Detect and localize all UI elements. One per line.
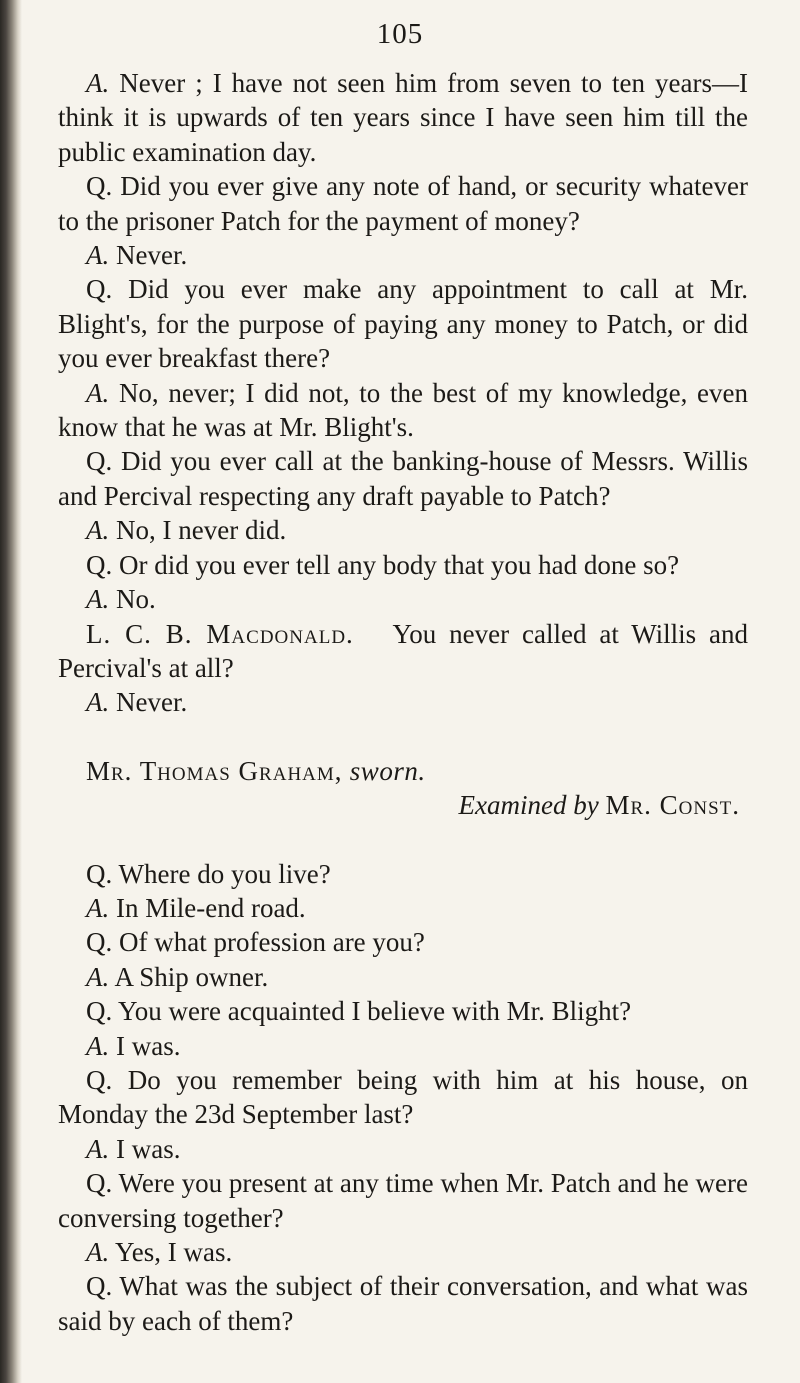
speaker-label: Q. (86, 171, 113, 202)
examination-paragraph (58, 857, 748, 891)
paragraph-text: No, I never did. (116, 515, 287, 546)
sworn-label: sworn. (349, 755, 426, 786)
paragraph-text: Were you present at any time when Mr. Patch and he were conversing together? (58, 1168, 748, 1233)
speaker-label: A. (86, 240, 110, 271)
examination-paragraph (58, 925, 748, 959)
paragraph-text: I was. (116, 1030, 181, 1061)
testimony-paragraph (58, 238, 748, 272)
paragraph-text: No. (116, 584, 156, 615)
testimony-paragraph (58, 513, 748, 547)
examination-paragraph (58, 960, 748, 994)
speaker-label: A. (86, 584, 110, 615)
witness-name: Mr. Thomas Graham, (86, 755, 343, 786)
speaker-label: Q. (86, 1168, 113, 1199)
witness-heading (58, 754, 748, 788)
examiner-name: Mr. Const. (605, 790, 740, 821)
section-gap (58, 823, 748, 857)
speaker-label: Q. (86, 996, 113, 1027)
examination-paragraph (58, 1029, 748, 1063)
speaker-label: A. (86, 892, 110, 923)
paragraph-text: Never. (116, 687, 188, 718)
paragraph-text: Do you remember being with him at his house, on Monday the 23d September last? (58, 1064, 748, 1130)
examination-paragraph (58, 1132, 748, 1166)
speaker-label: Q. (86, 927, 113, 958)
speaker-label: Q. (86, 1064, 113, 1095)
paragraph-text: Of what profession are you? (119, 927, 425, 958)
speaker-label: A. (86, 68, 110, 98)
speaker-label: Q. (86, 446, 113, 477)
paragraph-text: No, never; I did not, to the best of my knowledge, even know that he was at Mr. Blight's. (58, 377, 748, 443)
speaker-label: Q. (86, 1271, 113, 1302)
speaker-label: A. (86, 377, 110, 408)
paragraph-text: Did you ever make any appointment to call at Mr. Blight's, for the purpose of paying any money to Patch, or did you ever breakfast there? (58, 274, 749, 374)
speaker-label: A. (86, 961, 110, 992)
paragraph-text: Or did you ever tell any body that you had done so? (119, 549, 680, 580)
examination-paragraph (58, 1269, 748, 1338)
testimony-paragraph (58, 376, 748, 445)
speaker-label: A. (86, 1237, 110, 1267)
section-gap (58, 720, 748, 754)
paragraph-text: In Mile-end road. (116, 892, 306, 923)
testimony-text (58, 66, 748, 1338)
speaker-label: A. (86, 1030, 110, 1061)
page-number: 105 (376, 18, 424, 50)
examination-paragraph (58, 891, 748, 925)
paragraph-text: A Ship owner. (114, 961, 269, 992)
page-binding-edge (0, 0, 22, 1383)
testimony-paragraph (58, 272, 748, 375)
judge-interjection (58, 617, 748, 686)
testimony-paragraph (58, 548, 748, 582)
examination-paragraph (58, 1166, 748, 1235)
examined-by-label: Examined by (458, 790, 599, 821)
judge-speaker-label: L. C. B. Macdonald. (86, 618, 354, 649)
paragraph-text: What was the subject of their conversation, and what was said by each of them? (58, 1271, 748, 1336)
speaker-label: Q. (86, 549, 113, 580)
speaker-label: Q. (86, 858, 113, 889)
paragraph-text: Never. (116, 240, 188, 271)
paragraph-text: Did you ever call at the banking-house of Messrs. Willis and Percival respecting any draft payable to Patch? (58, 446, 749, 511)
testimony-paragraph (58, 444, 748, 513)
interjection-text: You never called at Willis and Percival's at all? (58, 618, 749, 683)
paragraph-text: Yes, I was. (115, 1237, 233, 1267)
speaker-label: A. (86, 1133, 110, 1164)
speaker-label: A. (86, 515, 110, 546)
paragraph-text: Did you ever give any note of hand, or security whatever to the prisoner Patch for the payment of money? (58, 171, 749, 236)
examination-paragraph (58, 1235, 748, 1269)
examined-by-line (58, 788, 748, 822)
examination-paragraph (58, 994, 748, 1028)
paragraph-text: I was. (116, 1133, 181, 1164)
paragraph-text: You were acquainted I believe with Mr. Blight? (118, 996, 632, 1027)
speaker-label: Q. (86, 274, 113, 305)
testimony-paragraph (58, 66, 748, 169)
examination-paragraph (58, 1063, 748, 1132)
testimony-paragraph (58, 169, 748, 238)
paragraph-text: Never ; I have not seen him from seven to ten years—I think it is upwards of ten years since I have seen him till the public examination day. (58, 68, 748, 167)
paragraph-text: Where do you live? (118, 858, 331, 889)
testimony-paragraph (58, 685, 748, 719)
speaker-label: A. (86, 687, 110, 718)
testimony-paragraph (58, 582, 748, 616)
